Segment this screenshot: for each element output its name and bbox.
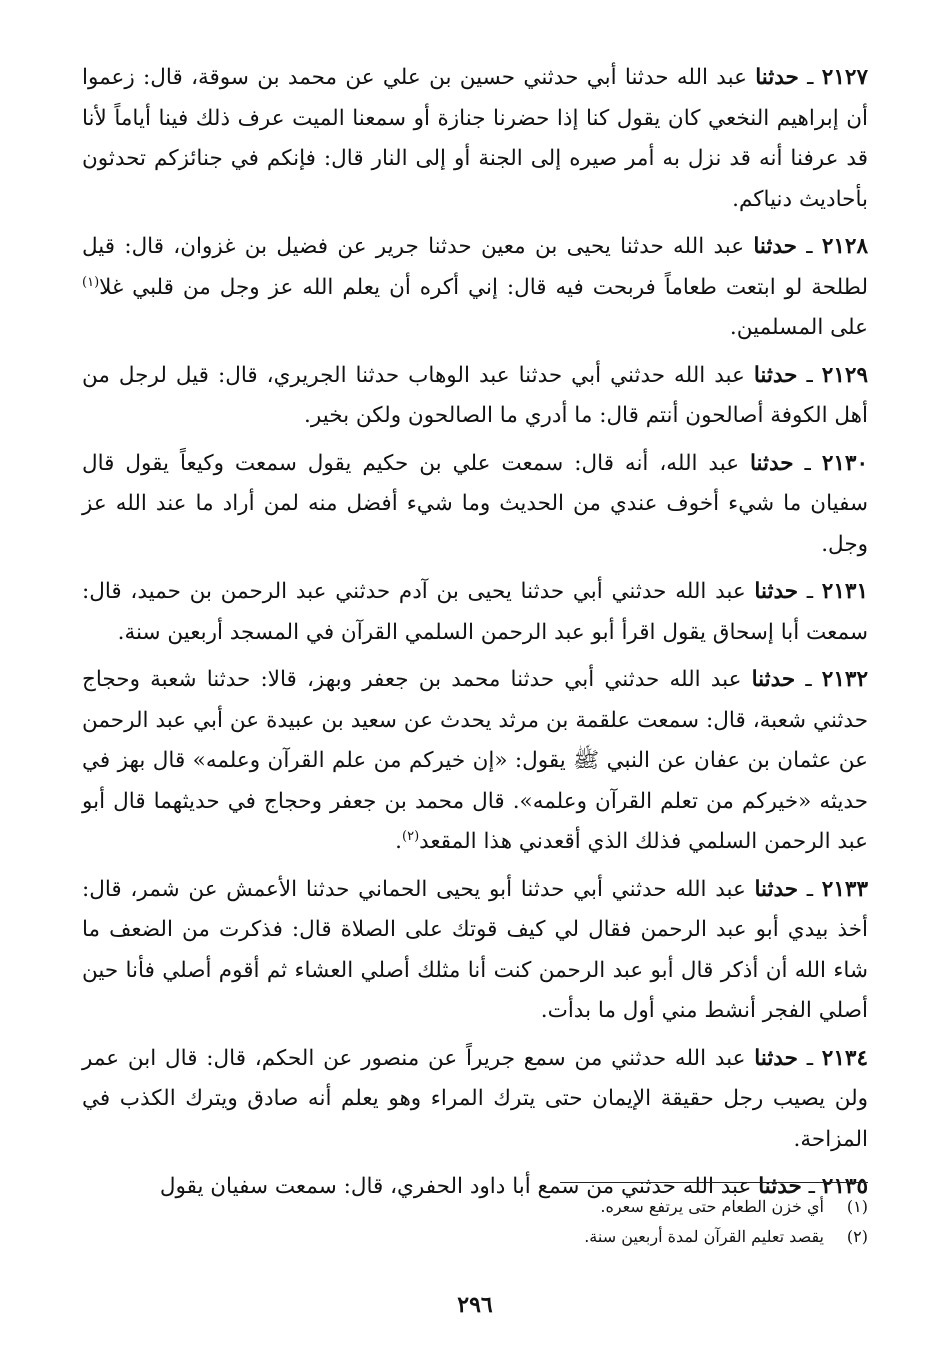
footnote-marker: (١) xyxy=(846,1197,868,1216)
hadith-dash: ـ xyxy=(801,1174,822,1199)
page-body xyxy=(82,58,868,1215)
hadith-keyword: حدثنا xyxy=(753,234,797,259)
hadith-dash: ـ xyxy=(797,1045,822,1071)
hadith-keyword: حدثنا xyxy=(754,579,799,604)
hadith-text-after: . xyxy=(395,829,402,854)
footnotes xyxy=(82,1192,868,1252)
hadith-number: ٢١٣٥ xyxy=(821,1174,868,1199)
hadith-keyword: حدثنا xyxy=(758,1174,802,1199)
footnote-text: أي خزن الطعام حتى يرتفع سعره. xyxy=(600,1197,824,1216)
hadith-text: عبد الله، أنه قال: سمعت علي بن حكيم يقول سمعت وكيعاً يقول قال سفيان ما شيء أخوف عندي من الحديث وما شيء أفضل منه لمن أراد ما عند الله عز وجل. xyxy=(82,450,868,557)
hadith-entry-2128 xyxy=(82,227,868,349)
hadith-number: ٢١٣٣ xyxy=(821,876,868,902)
footnote-marker: (٢) xyxy=(846,1227,868,1246)
page-number: ٢٩٦ xyxy=(457,1292,493,1318)
hadith-number: ٢١٣٠ xyxy=(821,450,869,476)
hadith-entry-2134 xyxy=(82,1039,868,1161)
hadith-text: عبد الله حدثني أبي حدثنا يحيى بن آدم حدثني عبد الرحمن بن حميد، قال: سمعت أبا إسحاق يقول اقرأ أبو عبد الرحمن السلمي القرآن في المسجد أربعين سنة. xyxy=(82,579,868,645)
hadith-number: ٢١٢٨ xyxy=(821,234,869,259)
hadith-text: عبد الله حدثنا أبي حدثني حسين بن علي عن محمد بن سوقة، قال: زعموا أن إبراهيم النخعي كان يقول كنا إذا حضرنا جنازة أو سمعنا الميت عرف ذلك فينا أياماً لأنا قد عرفنا أنه قد نزل به أمر صيره إلى الجنة أو إلى النار قال: فإنكم في جنائزكم تحدثون بأحاديث دنياكم. xyxy=(82,65,868,212)
hadith-number: ٢١٣٤ xyxy=(821,1045,868,1071)
hadith-text: عبد الله حدثني أبي حدثنا محمد بن جعفر وبهز، قالا: حدثنا شعبة وحجاج حدثني شعبة، قال: سمعت علقمة بن مرثد يحدث عن سعيد بن عبيدة عن أبي عبد الرحمن عن عثمان بن عفان عن النبي ﷺ يقول: «إن خيركم من علم القرآن وعلمه» قال بهز في حديثه «خيركم من تعلم القرآن وعلمه». قال محمد بن جعفر وحجاج في حديثهما قال أبو عبد الرحمن السلمي فذلك الذي أقعدني هذا المقعد xyxy=(82,667,868,854)
hadith-entry-2130 xyxy=(82,444,868,566)
hadith-entry-2132 xyxy=(82,660,868,863)
hadith-dash: ـ xyxy=(798,579,822,604)
hadith-keyword: حدثنا xyxy=(753,362,798,388)
footnote-reference: (١) xyxy=(82,274,100,290)
hadith-keyword: حدثنا xyxy=(749,450,794,476)
hadith-number: ٢١٣١ xyxy=(821,579,868,604)
footnote-text: يقصد تعليم القرآن لمدة أربعين سنة. xyxy=(584,1227,824,1246)
hadith-text: عبد الله حدثني أبي حدثنا عبد الوهاب حدثنا الجريري، قال: قيل لرجل من أهل الكوفة أصالحون أنتم قال: ما أدري ما الصالحون ولكن بخير. xyxy=(82,362,868,428)
hadith-dash: ـ xyxy=(795,667,822,692)
hadith-dash: ـ xyxy=(793,450,822,476)
hadith-text: عبد الله حدثني أبي حدثنا أبو يحيى الحماني حدثنا الأعمش عن شمر، قال: أخذ بيدي أبو عبد الرحمن فقال لي كيف قوتك على الصلاة قال: فذكرت من الضعف ما شاء الله أن أذكر قال أبو عبد الرحمن كنت أنا مثلك أصلي العشاء ثم أقوم أصلي فأنا حين أصلي الفجر أنشط مني أول ما بدأت. xyxy=(82,876,868,1023)
footnote-1 xyxy=(82,1192,868,1222)
hadith-dash: ـ xyxy=(798,876,822,902)
hadith-dash: ـ xyxy=(798,65,822,90)
hadith-keyword: حدثنا xyxy=(751,667,796,692)
hadith-keyword: حدثنا xyxy=(755,65,799,90)
footnote-2 xyxy=(82,1222,868,1252)
hadith-entry-2131 xyxy=(82,572,868,653)
hadith-number: ٢١٢٧ xyxy=(821,65,868,90)
hadith-dash: ـ xyxy=(796,234,822,259)
hadith-number: ٢١٢٩ xyxy=(821,362,868,388)
hadith-text: عبد الله حدثني من سمع أبا داود الحفري، قال: سمعت سفيان يقول xyxy=(159,1174,759,1199)
hadith-text: عبد الله حدثني من سمع جريراً عن منصور عن الحكم، قال: قال ابن عمر ولن يصيب رجل حقيقة الإيمان حتى يترك المراء وهو يعلم أنه صادق ويترك الكذب في المزاحة. xyxy=(82,1045,868,1152)
hadith-entry-2127 xyxy=(82,58,868,220)
hadith-number: ٢١٣٢ xyxy=(821,667,868,692)
footnote-divider xyxy=(560,1182,868,1183)
hadith-entry-2133 xyxy=(82,870,868,1032)
hadith-text-after: على المسلمين. xyxy=(729,315,868,340)
hadith-dash: ـ xyxy=(797,362,822,388)
hadith-keyword: حدثنا xyxy=(754,1045,798,1071)
footnote-reference: (٢) xyxy=(402,828,420,844)
hadith-keyword: حدثنا xyxy=(754,876,799,902)
hadith-entry-2129 xyxy=(82,356,868,437)
hadith-text: عبد الله حدثنا يحيى بن معين حدثنا جرير عن فضيل بن غزوان، قال: قيل لطلحة لو ابتعت طعاماً فربحت فيه قال: إني أكره أن يعلم الله عز وجل من قلبي غلا xyxy=(82,234,868,300)
